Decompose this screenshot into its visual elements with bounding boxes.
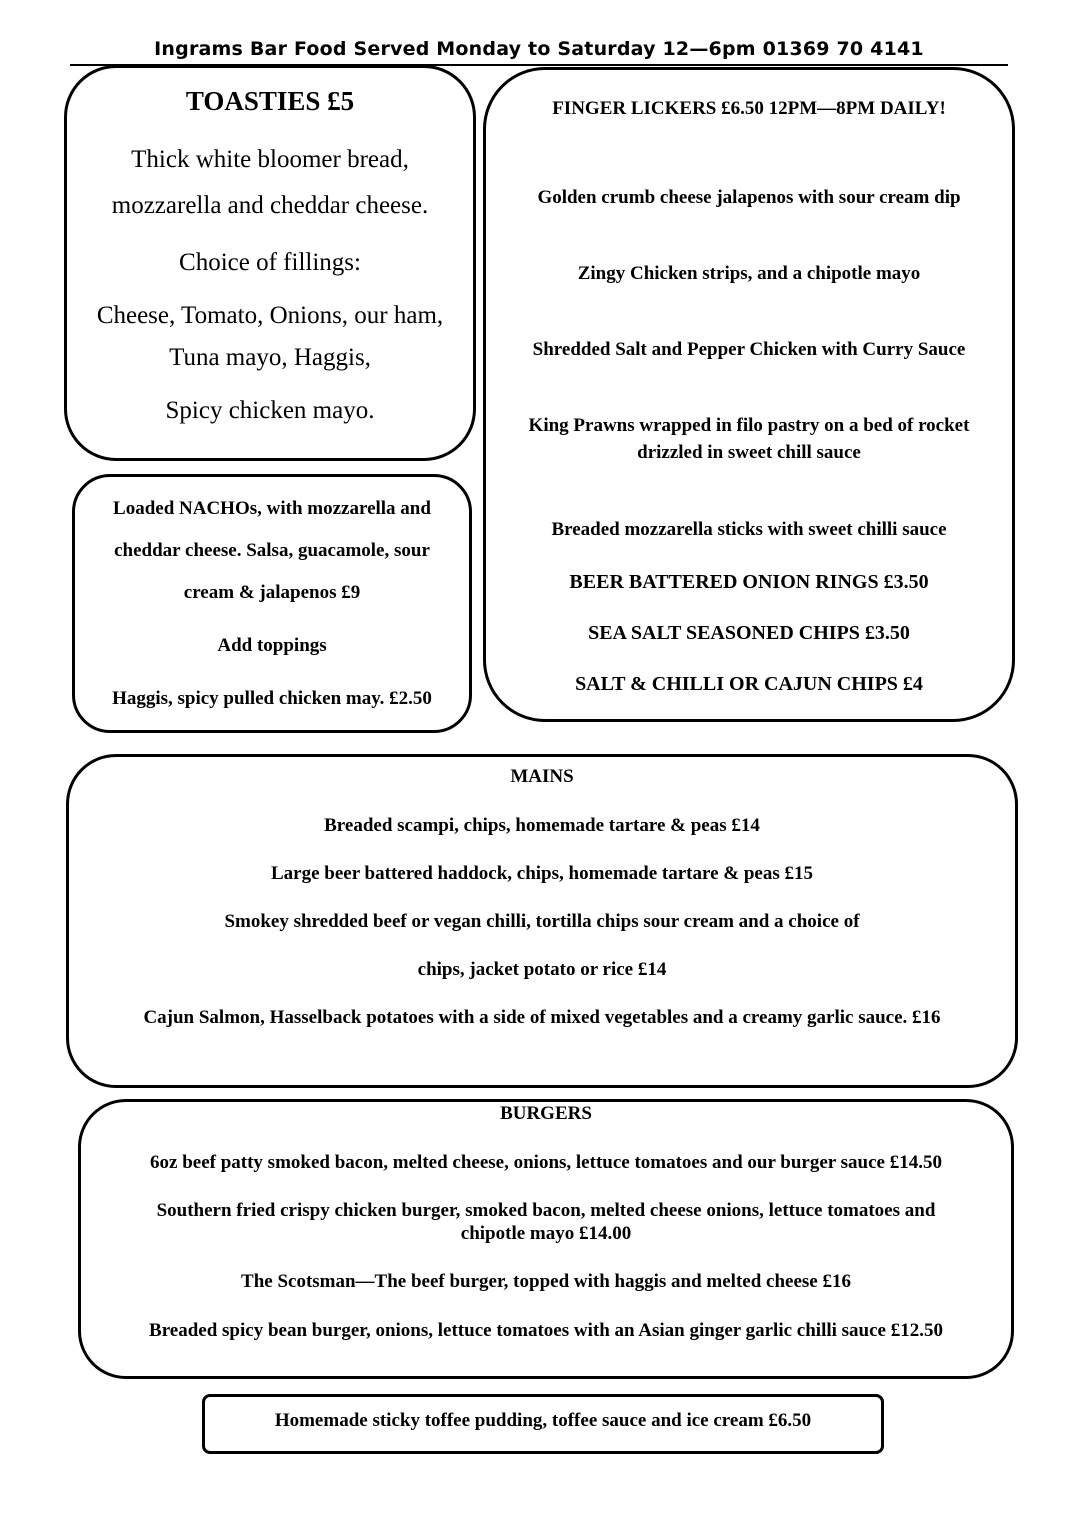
toasties-fillings-line: Cheese, Tomato, Onions, our ham, [96, 302, 444, 329]
finger-lickers-item: Breaded mozzarella sticks with sweet chilli sauce [551, 519, 947, 540]
finger-lickers-item: Shredded Salt and Pepper Chicken with Curry Sauce [532, 339, 966, 360]
toasties-fillings-line: Tuna mayo, Haggis, [169, 344, 371, 371]
toasties-description-line: Thick white bloomer bread, [131, 146, 409, 173]
finger-lickers-section [483, 67, 1015, 722]
nachos-toppings-line: Haggis, spicy pulled chicken may. £2.50 [112, 688, 432, 709]
burgers-item: Southern fried crispy chicken burger, smoked bacon, melted cheese onions, lettuce tomatoes and [156, 1200, 936, 1221]
toasties-fillings-heading: Choice of fillings: [179, 249, 361, 276]
toasties-fillings-line: Spicy chicken mayo. [165, 397, 375, 424]
toasties-section [64, 65, 476, 461]
finger-lickers-item: SALT & CHILLI OR CAJUN CHIPS £4 [575, 673, 923, 695]
burgers-item: Breaded spicy bean burger, onions, lettuce tomatoes with an Asian ginger garlic chilli sauce £12.50 [149, 1320, 943, 1341]
mains-item: Cajun Salmon, Hasselback potatoes with a side of mixed vegetables and a creamy garlic sauce. £16 [143, 1007, 941, 1028]
nachos-section [72, 474, 472, 733]
nachos-description-line: cream & jalapenos £9 [183, 582, 361, 603]
mains-section [66, 754, 1018, 1088]
toasties-description-line: mozzarella and cheddar cheese. [111, 192, 429, 219]
burgers-item: chipotle mayo £14.00 [460, 1223, 632, 1244]
nachos-toppings-heading: Add toppings [217, 635, 327, 656]
dessert-item: Homemade sticky toffee pudding, toffee sauce and ice cream £6.50 [274, 1410, 812, 1431]
menu-header: Ingrams Bar Food Served Monday to Saturday 12—6pm 01369 70 4141 [70, 36, 1008, 66]
burgers-item: 6oz beef patty smoked bacon, melted cheese, onions, lettuce tomatoes and our burger sauce £14.50 [150, 1152, 942, 1173]
finger-lickers-title: FINGER LICKERS £6.50 12PM—8PM DAILY! [552, 98, 946, 119]
burgers-title: BURGERS [500, 1103, 592, 1124]
nachos-description-line: Loaded NACHOs, with mozzarella and [113, 498, 431, 519]
nachos-description-line: cheddar cheese. Salsa, guacamole, sour [114, 540, 430, 561]
mains-item: Smokey shredded beef or vegan chilli, tortilla chips sour cream and a choice of [224, 911, 860, 932]
mains-title: MAINS [510, 766, 574, 787]
finger-lickers-item: King Prawns wrapped in filo pastry on a bed of rocket [528, 415, 970, 436]
finger-lickers-item: Golden crumb cheese jalapenos with sour cream dip [537, 187, 961, 208]
finger-lickers-item: Zingy Chicken strips, and a chipotle mayo [577, 263, 921, 284]
finger-lickers-item: SEA SALT SEASONED CHIPS £3.50 [588, 622, 910, 644]
toasties-title: TOASTIES £5 [185, 86, 355, 116]
finger-lickers-item: drizzled in sweet chill sauce [637, 442, 861, 463]
finger-lickers-item: BEER BATTERED ONION RINGS £3.50 [569, 571, 929, 593]
mains-item: Breaded scampi, chips, homemade tartare & peas £14 [324, 815, 760, 836]
mains-item: Large beer battered haddock, chips, homemade tartare & peas £15 [271, 863, 813, 884]
dessert-section [202, 1394, 884, 1454]
burgers-item: The Scotsman—The beef burger, topped with haggis and melted cheese £16 [241, 1271, 851, 1292]
burgers-section [78, 1099, 1014, 1379]
mains-item: chips, jacket potato or rice £14 [417, 959, 667, 980]
